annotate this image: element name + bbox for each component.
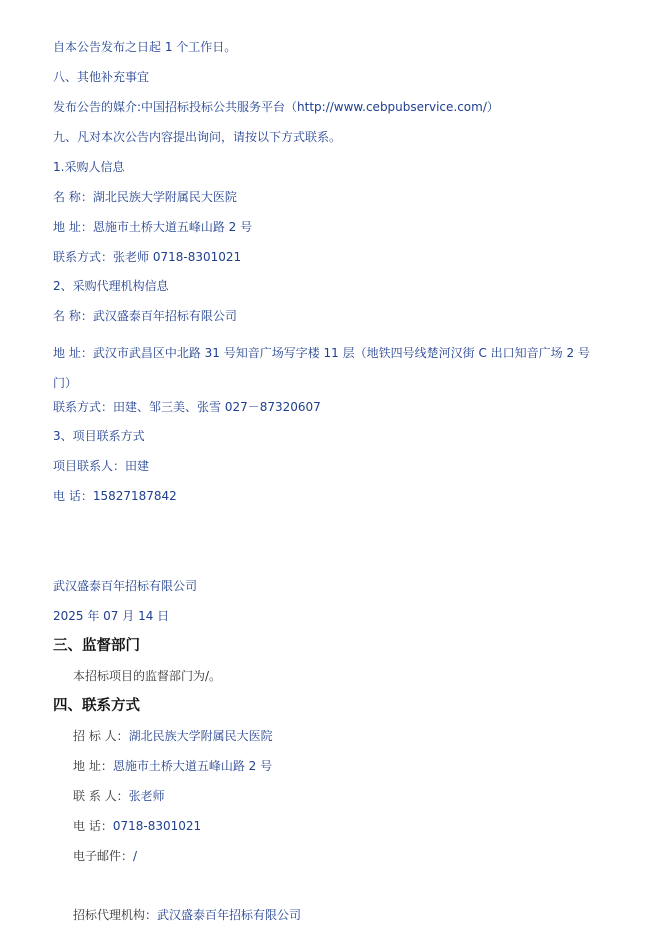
contact-phone-value: 0718-8301021 <box>112 819 202 833</box>
purchaser-name-label: 名 称： <box>53 190 93 204</box>
agency-contact-row <box>53 399 321 415</box>
purchaser-contact-label: 联系方式： <box>53 250 114 264</box>
agency-name-value: 武汉盛泰百年招标有限公司 <box>92 309 237 323</box>
purchaser-address-label: 地 址： <box>53 220 93 234</box>
signature-date: 2025 年 07 月 14 日 <box>53 609 170 623</box>
agency-contact-value: 田建、邹三美、张雪 027－87320607 <box>113 400 321 414</box>
section-3-heading: 三、监督部门 <box>53 638 140 654</box>
agency-name-label: 名 称： <box>53 309 93 323</box>
contact-tenderer-row <box>73 728 273 744</box>
contact-phone-row <box>73 818 201 834</box>
contact-agency-value: 武汉盛泰百年招标有限公司 <box>157 908 302 922</box>
project-contact-person-label: 项目联系人： <box>53 459 126 473</box>
supervision-text: 本招标项目的监督部门为/。 <box>73 669 222 683</box>
contact-phone-label: 电 话： <box>73 819 113 833</box>
contact-email-row <box>73 848 137 864</box>
publication-media-text: 发布公告的媒介:中国招标投标公共服务平台（http://www.cebpubservice.com/） <box>53 100 499 114</box>
agency-name-row <box>53 308 237 324</box>
purchaser-contact-value: 张老师 0718-8301021 <box>113 250 242 264</box>
contact-address-label: 地 址： <box>73 759 113 773</box>
contact-agency-row <box>73 907 301 923</box>
contact-agency-label: 招标代理机构： <box>73 908 158 922</box>
purchaser-address-value: 恩施市土桥大道五峰山路 2 号 <box>92 220 253 234</box>
purchaser-info-title: 1.采购人信息 <box>53 160 125 174</box>
purchaser-address-row <box>53 219 252 235</box>
agency-info-title: 2、采购代理机构信息 <box>53 279 169 293</box>
project-contact-person-value: 田建 <box>125 459 150 473</box>
contact-address-value: 恩施市土桥大道五峰山路 2 号 <box>112 759 273 773</box>
section-8-title: 八、其他补充事宜 <box>53 70 150 84</box>
contact-tenderer-label: 招 标 人： <box>73 729 129 743</box>
project-contact-title: 3、项目联系方式 <box>53 429 145 443</box>
purchaser-contact-row <box>53 249 241 265</box>
deadline-text: 自本公告发布之日起 1 个工作日。 <box>53 40 237 54</box>
contact-person-row <box>73 788 165 804</box>
contact-email-value: / <box>133 849 138 863</box>
contact-person-label: 联 系 人： <box>73 789 129 803</box>
agency-address-row <box>53 338 593 398</box>
project-phone-row <box>53 488 177 504</box>
project-phone-label: 电 话： <box>53 489 93 503</box>
agency-address-value: 武汉市武昌区中北路 31 号知音广场写字楼 11 层（地铁四号线楚河汉街 C 出口知音广场 2 号门） <box>53 346 590 390</box>
project-phone-value: 15827187842 <box>92 489 177 503</box>
contact-person-value: 张老师 <box>128 789 165 803</box>
signature-company: 武汉盛泰百年招标有限公司 <box>53 579 198 593</box>
contact-email-label: 电子邮件： <box>73 849 134 863</box>
purchaser-name-row <box>53 189 237 205</box>
contact-tenderer-value: 湖北民族大学附属民大医院 <box>128 729 273 743</box>
section-9-title: 九、凡对本次公告内容提出询问，请按以下方式联系。 <box>53 130 342 144</box>
project-contact-person-row <box>53 458 149 474</box>
agency-contact-label: 联系方式： <box>53 400 114 414</box>
purchaser-name-value: 湖北民族大学附属民大医院 <box>92 190 237 204</box>
agency-address-label: 地 址： <box>53 346 93 360</box>
contact-address-row <box>73 758 272 774</box>
section-4-heading: 四、联系方式 <box>53 698 140 714</box>
